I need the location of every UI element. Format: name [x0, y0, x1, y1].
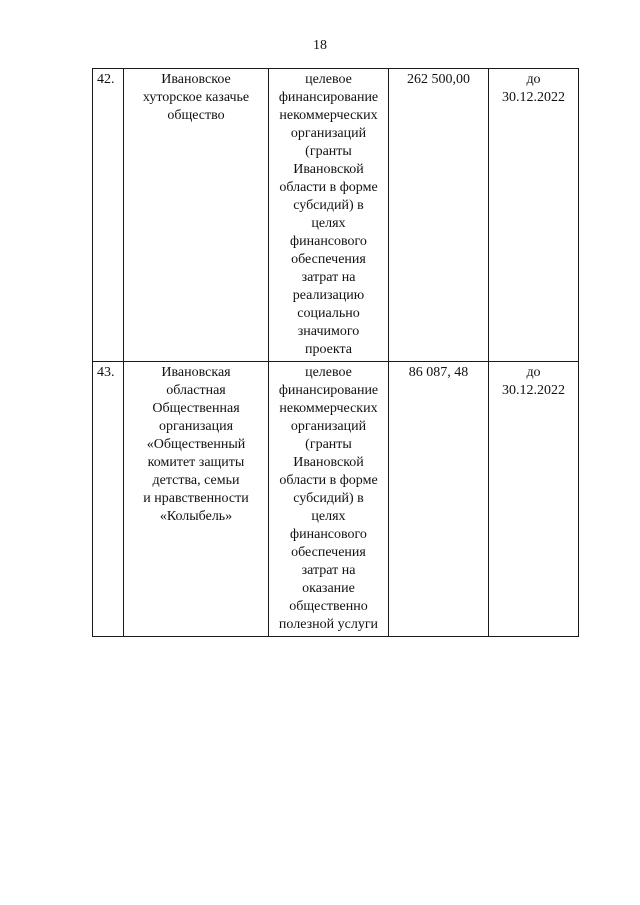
grants-table — [92, 68, 579, 637]
purpose-cell: целевое финансирование некоммерческих организаций (гранты Ивановской области в форме субсидий) в целях финансового обеспечения затрат на реализацию социально значимого проекта — [269, 69, 389, 362]
row-number-cell: 42. — [93, 69, 124, 362]
purpose-cell: целевое финансирование некоммерческих организаций (гранты Ивановской области в форме субсидий) в целях финансового обеспечения затрат на оказание общественно полезной услуги — [269, 362, 389, 637]
page-number: 18 — [313, 38, 327, 53]
amount-cell: 86 087, 48 — [389, 362, 489, 637]
deadline-cell: до 30.12.2022 — [489, 362, 579, 637]
organization-cell: Ивановская областная Общественная организация «Общественный комитет защиты детства, семьи и нравственности «Колыбель» — [124, 362, 269, 637]
deadline-cell: до 30.12.2022 — [489, 69, 579, 362]
table-row — [93, 69, 579, 362]
row-number-cell: 43. — [93, 362, 124, 637]
table-row — [93, 362, 579, 637]
organization-cell: Ивановское хуторское казачье общество — [124, 69, 269, 362]
amount-cell: 262 500,00 — [389, 69, 489, 362]
